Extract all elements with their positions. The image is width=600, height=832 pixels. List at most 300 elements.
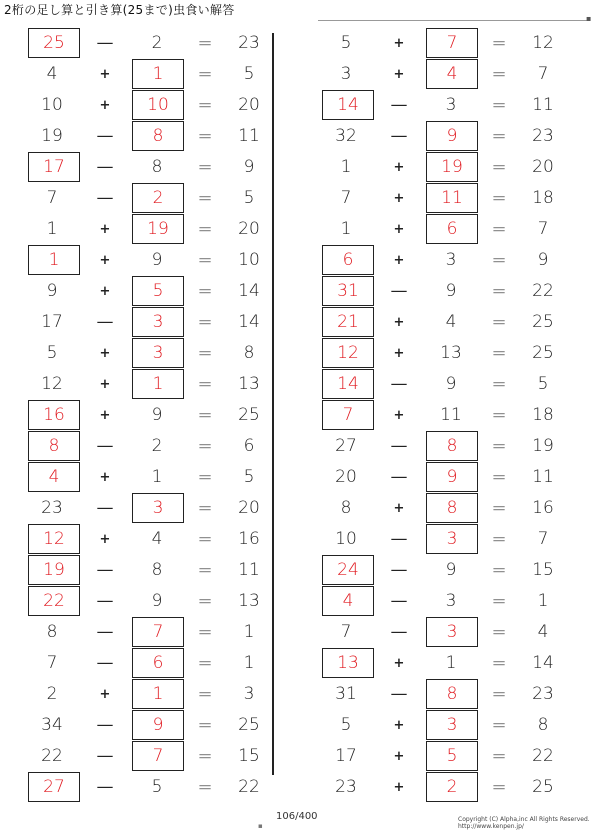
result: 1	[243, 622, 255, 642]
operator: +	[99, 532, 111, 547]
equals-sign: =	[197, 529, 213, 550]
column-divider	[272, 33, 274, 775]
operand-a: 1	[340, 157, 352, 177]
equals-sign: =	[197, 250, 213, 271]
page-title: 2桁の足し算と引き算(25まで)虫食い解答	[4, 3, 235, 17]
operand-a: 19	[41, 126, 63, 146]
operand-b-answer-box: 3	[132, 338, 184, 368]
operand-b: 9	[151, 591, 163, 611]
problem-row	[314, 647, 574, 678]
problem-row	[20, 89, 280, 120]
problem-row	[20, 337, 280, 368]
operand-a-answer-box: 1	[28, 245, 80, 275]
equals-sign: =	[491, 436, 507, 457]
operator: —	[96, 591, 114, 611]
equals-sign: =	[197, 374, 213, 395]
equals-sign: =	[197, 219, 213, 240]
result: 22	[238, 777, 260, 797]
equals-sign: =	[491, 157, 507, 178]
operand-a: 23	[335, 777, 357, 797]
equals-sign: =	[197, 157, 213, 178]
problem-row	[314, 368, 574, 399]
operator: —	[390, 591, 408, 611]
operand-a: 32	[335, 126, 357, 146]
problem-row	[20, 275, 280, 306]
equals-sign: =	[197, 436, 213, 457]
equals-sign: =	[491, 653, 507, 674]
equals-sign: =	[197, 684, 213, 705]
operand-b-answer-box: 3	[426, 524, 478, 554]
problem-row	[20, 678, 280, 709]
operator: +	[99, 346, 111, 361]
operand-b-answer-box: 9	[426, 121, 478, 151]
operand-b-answer-box: 10	[132, 90, 184, 120]
problem-row	[20, 120, 280, 151]
operand-a: 20	[335, 467, 357, 487]
operand-b-answer-box: 6	[132, 648, 184, 678]
page-number: 106/400	[276, 811, 318, 822]
problem-row	[20, 554, 280, 585]
footer-mark: ▪	[258, 822, 263, 830]
result: 10	[238, 250, 260, 270]
operand-b-answer-box: 4	[426, 59, 478, 89]
operand-b-answer-box: 9	[426, 462, 478, 492]
operator: —	[390, 684, 408, 704]
operator: +	[99, 377, 111, 392]
equals-sign: =	[197, 498, 213, 519]
equals-sign: =	[491, 467, 507, 488]
result: 20	[532, 157, 554, 177]
problem-row	[20, 523, 280, 554]
operand-b-answer-box: 7	[132, 741, 184, 771]
problem-row	[20, 616, 280, 647]
result: 20	[238, 219, 260, 239]
equals-sign: =	[197, 746, 213, 767]
problem-row	[20, 151, 280, 182]
operand-b: 9	[445, 281, 457, 301]
problem-row	[20, 709, 280, 740]
equals-sign: =	[197, 777, 213, 798]
operand-a: 5	[340, 33, 352, 53]
result: 23	[532, 684, 554, 704]
operand-a: 3	[340, 64, 352, 84]
operand-a-answer-box: 17	[28, 152, 80, 182]
equals-sign: =	[197, 64, 213, 85]
operand-a-answer-box: 16	[28, 400, 80, 430]
result: 7	[537, 529, 549, 549]
operand-a: 1	[46, 219, 58, 239]
operand-b-answer-box: 8	[426, 431, 478, 461]
operator: +	[393, 36, 405, 51]
problem-row	[20, 213, 280, 244]
right-problem-column	[314, 27, 574, 802]
operator: —	[96, 188, 114, 208]
problem-row	[314, 492, 574, 523]
problem-row	[314, 27, 574, 58]
equals-sign: =	[491, 188, 507, 209]
equals-sign: =	[197, 467, 213, 488]
operand-b-answer-box: 3	[132, 493, 184, 523]
equals-sign: =	[491, 622, 507, 643]
problem-row	[314, 709, 574, 740]
equals-sign: =	[491, 250, 507, 271]
copyright-url: http://www.kenpen.jp/	[458, 823, 524, 830]
equals-sign: =	[491, 715, 507, 736]
operand-a: 17	[335, 746, 357, 766]
operand-a-answer-box: 4	[28, 462, 80, 492]
operand-a-answer-box: 8	[28, 431, 80, 461]
problem-row	[20, 430, 280, 461]
result: 22	[532, 281, 554, 301]
result: 11	[532, 95, 554, 115]
operand-b: 9	[151, 250, 163, 270]
result: 5	[243, 64, 255, 84]
operator: +	[393, 501, 405, 516]
problem-row	[314, 337, 574, 368]
operator: —	[96, 312, 114, 332]
operator: +	[393, 718, 405, 733]
operand-b: 3	[445, 591, 457, 611]
result: 22	[532, 746, 554, 766]
problem-row	[20, 585, 280, 616]
problem-row	[20, 244, 280, 275]
result: 25	[532, 777, 554, 797]
operand-b: 4	[445, 312, 457, 332]
problem-row	[314, 213, 574, 244]
operator: +	[393, 346, 405, 361]
operand-b: 2	[151, 436, 163, 456]
result: 1	[537, 591, 549, 611]
operand-b-answer-box: 1	[132, 679, 184, 709]
operator: —	[96, 715, 114, 735]
problem-row	[314, 399, 574, 430]
equals-sign: =	[491, 498, 507, 519]
copyright	[458, 816, 590, 830]
operand-a: 17	[41, 312, 63, 332]
result: 14	[238, 281, 260, 301]
equals-sign: =	[491, 312, 507, 333]
operand-b-answer-box: 7	[426, 28, 478, 58]
problem-row	[20, 399, 280, 430]
operand-a-answer-box: 25	[28, 28, 80, 58]
operand-a-answer-box: 31	[322, 276, 374, 306]
equals-sign: =	[197, 281, 213, 302]
problem-row	[314, 616, 574, 647]
operand-b: 9	[151, 405, 163, 425]
operand-a: 7	[340, 188, 352, 208]
problem-row	[20, 461, 280, 492]
operand-b: 8	[151, 157, 163, 177]
problem-row	[314, 678, 574, 709]
result: 6	[243, 436, 255, 456]
problem-row	[20, 771, 280, 802]
operand-b: 1	[445, 653, 457, 673]
problem-row	[20, 492, 280, 523]
result: 9	[537, 250, 549, 270]
operand-b-answer-box: 1	[132, 369, 184, 399]
result: 1	[243, 653, 255, 673]
operator: —	[390, 126, 408, 146]
operator: +	[99, 98, 111, 113]
result: 20	[238, 498, 260, 518]
result: 3	[243, 684, 255, 704]
result: 4	[537, 622, 549, 642]
operator: —	[96, 777, 114, 797]
problem-row	[314, 275, 574, 306]
operator: —	[390, 529, 408, 549]
result: 25	[532, 343, 554, 363]
problem-row	[314, 89, 574, 120]
result: 23	[238, 33, 260, 53]
operator: +	[393, 222, 405, 237]
operand-b: 9	[445, 374, 457, 394]
equals-sign: =	[491, 219, 507, 240]
problem-row	[20, 368, 280, 399]
result: 13	[238, 591, 260, 611]
operand-a-answer-box: 4	[322, 586, 374, 616]
operand-b-answer-box: 8	[426, 679, 478, 709]
operand-a: 7	[46, 653, 58, 673]
problem-row	[314, 120, 574, 151]
operator: +	[99, 253, 111, 268]
operand-a: 34	[41, 715, 63, 735]
operand-a-answer-box: 21	[322, 307, 374, 337]
operator: —	[96, 157, 114, 177]
result: 18	[532, 405, 554, 425]
operator: —	[96, 746, 114, 766]
result: 12	[532, 33, 554, 53]
operand-a-answer-box: 27	[28, 772, 80, 802]
operand-b: 4	[151, 529, 163, 549]
operand-b-answer-box: 19	[426, 152, 478, 182]
problem-row	[20, 182, 280, 213]
equals-sign: =	[491, 746, 507, 767]
operand-a-answer-box: 13	[322, 648, 374, 678]
operator: —	[96, 436, 114, 456]
problem-row	[314, 554, 574, 585]
operator: —	[96, 126, 114, 146]
operand-a: 10	[41, 95, 63, 115]
operator: —	[390, 467, 408, 487]
operator: +	[393, 160, 405, 175]
operand-a-answer-box: 7	[322, 400, 374, 430]
operand-a-answer-box: 12	[28, 524, 80, 554]
result: 15	[532, 560, 554, 580]
operand-a: 12	[41, 374, 63, 394]
result: 20	[238, 95, 260, 115]
top-mark: ▪	[586, 14, 592, 23]
problem-row	[314, 585, 574, 616]
operator: +	[393, 67, 405, 82]
equals-sign: =	[491, 591, 507, 612]
operand-a: 27	[335, 436, 357, 456]
problem-row	[314, 523, 574, 554]
operand-b: 8	[151, 560, 163, 580]
operand-a-answer-box: 6	[322, 245, 374, 275]
result: 11	[238, 560, 260, 580]
result: 25	[238, 405, 260, 425]
problem-row	[314, 740, 574, 771]
operator: —	[390, 374, 408, 394]
operand-b-answer-box: 1	[132, 59, 184, 89]
operator: —	[96, 622, 114, 642]
operand-b: 2	[151, 33, 163, 53]
result: 14	[532, 653, 554, 673]
operand-a: 5	[340, 715, 352, 735]
result: 23	[532, 126, 554, 146]
operand-b: 1	[151, 467, 163, 487]
operator: +	[393, 656, 405, 671]
operand-b-answer-box: 8	[132, 121, 184, 151]
problem-row	[314, 306, 574, 337]
operator: +	[99, 687, 111, 702]
operand-b-answer-box: 5	[132, 276, 184, 306]
result: 5	[243, 467, 255, 487]
problem-row	[314, 151, 574, 182]
operand-a-answer-box: 12	[322, 338, 374, 368]
problem-row	[314, 430, 574, 461]
left-problem-column	[20, 27, 280, 802]
equals-sign: =	[197, 33, 213, 54]
operator: —	[96, 560, 114, 580]
copyright-line: Copyright (C) Alpha,inc All Rights Reserved.	[458, 816, 590, 823]
problem-row	[314, 182, 574, 213]
operand-b-answer-box: 11	[426, 183, 478, 213]
operator: +	[99, 284, 111, 299]
operator: +	[393, 780, 405, 795]
equals-sign: =	[491, 95, 507, 116]
operator: —	[390, 95, 408, 115]
equals-sign: =	[197, 126, 213, 147]
operator: +	[393, 749, 405, 764]
problem-row	[20, 58, 280, 89]
operator: +	[99, 67, 111, 82]
operand-b-answer-box: 5	[426, 741, 478, 771]
result: 8	[243, 343, 255, 363]
result: 16	[238, 529, 260, 549]
equals-sign: =	[197, 312, 213, 333]
operand-a: 22	[41, 746, 63, 766]
operator: +	[393, 408, 405, 423]
operand-b: 3	[445, 250, 457, 270]
operand-a-answer-box: 22	[28, 586, 80, 616]
equals-sign: =	[197, 188, 213, 209]
operand-a: 10	[335, 529, 357, 549]
equals-sign: =	[491, 529, 507, 550]
result: 7	[537, 64, 549, 84]
operator: —	[390, 560, 408, 580]
operand-a: 8	[46, 622, 58, 642]
result: 16	[532, 498, 554, 518]
problem-row	[20, 740, 280, 771]
result: 18	[532, 188, 554, 208]
operator: +	[393, 191, 405, 206]
operand-b-answer-box: 3	[426, 710, 478, 740]
top-rule	[318, 20, 590, 21]
operator: +	[99, 470, 111, 485]
operand-b-answer-box: 2	[132, 183, 184, 213]
equals-sign: =	[491, 777, 507, 798]
result: 15	[238, 746, 260, 766]
operand-a: 8	[340, 498, 352, 518]
operand-a: 31	[335, 684, 357, 704]
result: 5	[243, 188, 255, 208]
operator: +	[393, 253, 405, 268]
result: 14	[238, 312, 260, 332]
equals-sign: =	[197, 653, 213, 674]
operand-a-answer-box: 14	[322, 90, 374, 120]
operand-b: 9	[445, 560, 457, 580]
equals-sign: =	[197, 405, 213, 426]
problem-row	[314, 461, 574, 492]
operator: +	[99, 408, 111, 423]
operator: —	[96, 653, 114, 673]
result: 11	[238, 126, 260, 146]
problem-row	[20, 647, 280, 678]
equals-sign: =	[197, 560, 213, 581]
equals-sign: =	[491, 374, 507, 395]
equals-sign: =	[491, 126, 507, 147]
operator: —	[390, 622, 408, 642]
operand-b: 3	[445, 95, 457, 115]
equals-sign: =	[491, 64, 507, 85]
operand-a: 1	[340, 219, 352, 239]
equals-sign: =	[491, 684, 507, 705]
equals-sign: =	[197, 715, 213, 736]
equals-sign: =	[197, 622, 213, 643]
equals-sign: =	[491, 33, 507, 54]
operand-a: 5	[46, 343, 58, 363]
operand-b-answer-box: 7	[132, 617, 184, 647]
operand-b: 13	[440, 343, 462, 363]
operator: —	[96, 33, 114, 53]
problem-row	[314, 58, 574, 89]
operand-b-answer-box: 3	[132, 307, 184, 337]
equals-sign: =	[491, 560, 507, 581]
operand-b-answer-box: 3	[426, 617, 478, 647]
operand-a-answer-box: 19	[28, 555, 80, 585]
operand-a-answer-box: 24	[322, 555, 374, 585]
operator: —	[96, 498, 114, 518]
equals-sign: =	[491, 343, 507, 364]
operand-a: 23	[41, 498, 63, 518]
operator: —	[390, 436, 408, 456]
operand-b-answer-box: 9	[132, 710, 184, 740]
equals-sign: =	[197, 343, 213, 364]
operand-a: 7	[46, 188, 58, 208]
operand-a-answer-box: 14	[322, 369, 374, 399]
operator: +	[393, 315, 405, 330]
equals-sign: =	[491, 281, 507, 302]
operand-a: 4	[46, 64, 58, 84]
result: 5	[537, 374, 549, 394]
operand-a: 7	[340, 622, 352, 642]
equals-sign: =	[197, 95, 213, 116]
equals-sign: =	[491, 405, 507, 426]
operator: +	[99, 222, 111, 237]
problem-row	[314, 771, 574, 802]
equals-sign: =	[197, 591, 213, 612]
operand-b-answer-box: 19	[132, 214, 184, 244]
problem-row	[20, 27, 280, 58]
problem-row	[20, 306, 280, 337]
operator: —	[390, 281, 408, 301]
result: 8	[537, 715, 549, 735]
operand-a: 2	[46, 684, 58, 704]
result: 11	[532, 467, 554, 487]
operand-b: 5	[151, 777, 163, 797]
result: 25	[238, 715, 260, 735]
